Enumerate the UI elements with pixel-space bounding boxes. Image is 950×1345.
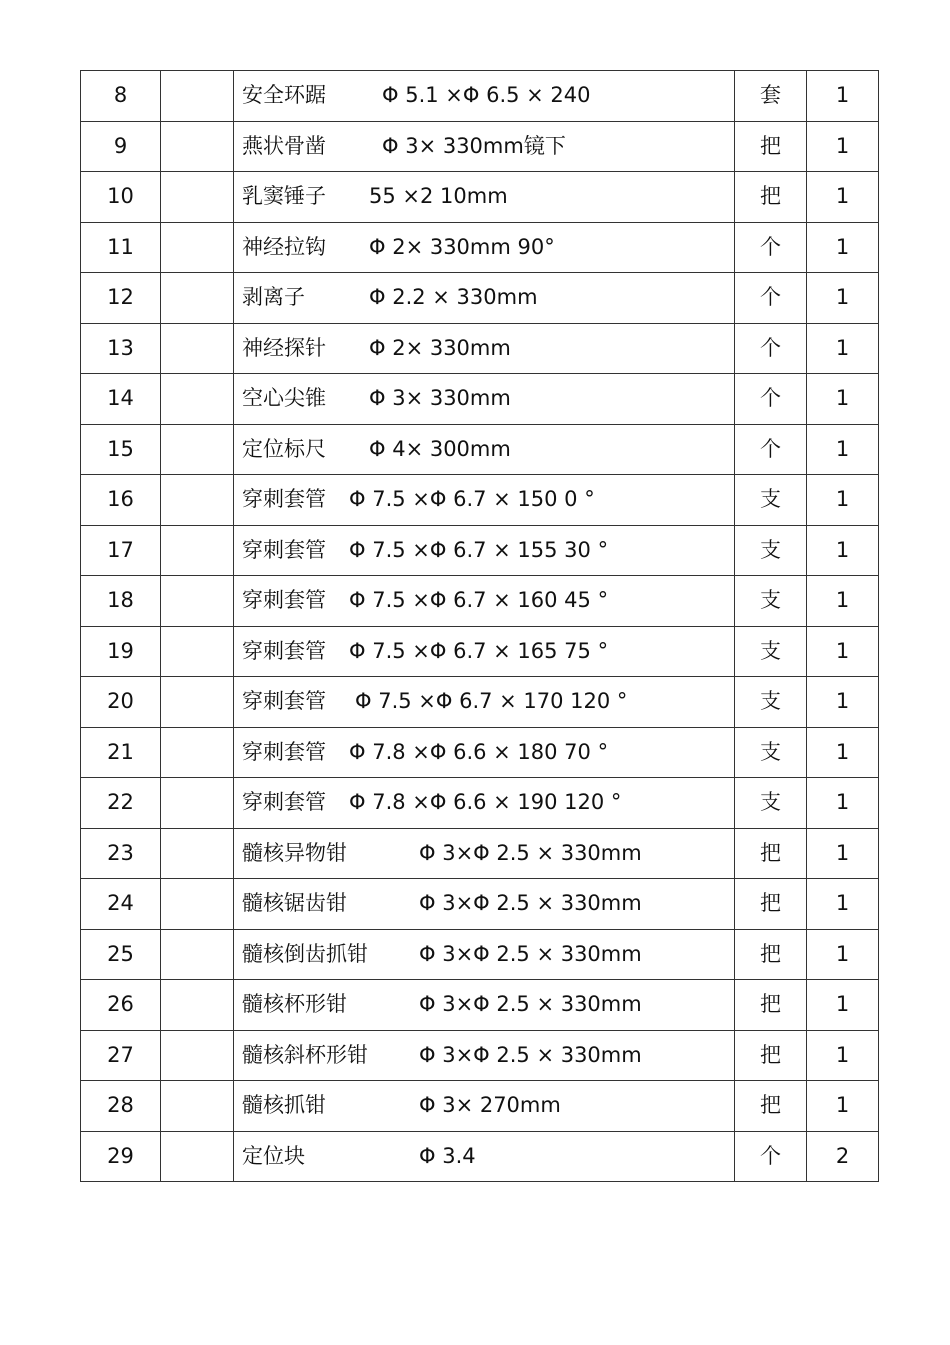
row-number: 17	[81, 525, 161, 576]
quantity-cell: 1	[807, 525, 879, 576]
unit-cell: 个	[735, 374, 807, 425]
row-number: 14	[81, 374, 161, 425]
row-number: 22	[81, 778, 161, 829]
description-cell	[234, 475, 735, 526]
item-name: 空心尖锥	[242, 386, 326, 411]
item-name: 穿刺套管	[242, 537, 326, 562]
blank-cell	[161, 727, 234, 778]
quantity-cell: 1	[807, 71, 879, 122]
item-spec: Φ 2.2 × 330mm	[369, 285, 538, 310]
row-number: 25	[81, 929, 161, 980]
row-number: 21	[81, 727, 161, 778]
instrument-table	[80, 70, 879, 1182]
row-number: 12	[81, 273, 161, 324]
item-name: 燕状骨凿	[242, 133, 326, 158]
item-spec: Φ 3×Φ 2.5 × 330mm	[419, 891, 642, 916]
row-number: 18	[81, 576, 161, 627]
item-spec: Φ 3×Φ 2.5 × 330mm	[419, 840, 642, 865]
quantity-cell: 1	[807, 273, 879, 324]
blank-cell	[161, 677, 234, 728]
description-cell	[234, 778, 735, 829]
item-spec: Φ 7.5 ×Φ 6.7 × 150 0 °	[349, 487, 595, 512]
item-name: 穿刺套管	[242, 487, 326, 512]
item-spec: Φ 7.5 ×Φ 6.7 × 155 30 °	[349, 537, 609, 562]
item-spec: Φ 3×Φ 2.5 × 330mm	[419, 941, 642, 966]
table-row	[81, 576, 879, 627]
blank-cell	[161, 778, 234, 829]
unit-cell: 把	[735, 879, 807, 930]
table-row	[81, 475, 879, 526]
quantity-cell: 1	[807, 626, 879, 677]
blank-cell	[161, 172, 234, 223]
item-name: 安全环踞	[242, 83, 326, 108]
description-cell	[234, 1030, 735, 1081]
item-name: 穿刺套管	[242, 638, 326, 663]
row-number: 13	[81, 323, 161, 374]
item-name: 定位标尺	[242, 436, 326, 461]
item-spec: Φ 3× 330mm镜下	[382, 133, 566, 158]
blank-cell	[161, 71, 234, 122]
row-number: 26	[81, 980, 161, 1031]
quantity-cell: 2	[807, 1131, 879, 1182]
quantity-cell: 1	[807, 121, 879, 172]
quantity-cell: 1	[807, 677, 879, 728]
row-number: 27	[81, 1030, 161, 1081]
quantity-cell: 1	[807, 828, 879, 879]
item-name: 穿刺套管	[242, 739, 326, 764]
item-spec: Φ 7.5 ×Φ 6.7 × 170 120 °	[355, 689, 628, 714]
description-cell	[234, 424, 735, 475]
item-spec: Φ 2× 330mm	[369, 335, 511, 360]
table-row	[81, 222, 879, 273]
unit-cell: 支	[735, 727, 807, 778]
row-number: 24	[81, 879, 161, 930]
quantity-cell: 1	[807, 424, 879, 475]
unit-cell: 把	[735, 980, 807, 1031]
description-cell	[234, 828, 735, 879]
blank-cell	[161, 1081, 234, 1132]
item-spec: 55 ×2 10mm	[369, 184, 508, 209]
blank-cell	[161, 475, 234, 526]
blank-cell	[161, 121, 234, 172]
blank-cell	[161, 980, 234, 1031]
table-row	[81, 374, 879, 425]
row-number: 23	[81, 828, 161, 879]
table-row	[81, 727, 879, 778]
table-row	[81, 677, 879, 728]
description-cell	[234, 222, 735, 273]
table-row	[81, 980, 879, 1031]
blank-cell	[161, 1030, 234, 1081]
description-cell	[234, 1131, 735, 1182]
description-cell	[234, 121, 735, 172]
table-row	[81, 1131, 879, 1182]
item-spec: Φ 3.4	[419, 1143, 476, 1168]
row-number: 20	[81, 677, 161, 728]
table-row	[81, 323, 879, 374]
description-cell	[234, 879, 735, 930]
table-row	[81, 1081, 879, 1132]
description-cell	[234, 374, 735, 425]
table-row	[81, 172, 879, 223]
description-cell	[234, 71, 735, 122]
table-row	[81, 525, 879, 576]
table-row	[81, 879, 879, 930]
row-number: 19	[81, 626, 161, 677]
unit-cell: 把	[735, 1030, 807, 1081]
description-cell	[234, 323, 735, 374]
table-row	[81, 929, 879, 980]
blank-cell	[161, 1131, 234, 1182]
description-cell	[234, 929, 735, 980]
blank-cell	[161, 273, 234, 324]
quantity-cell: 1	[807, 778, 879, 829]
table-row	[81, 273, 879, 324]
item-name: 髓核倒齿抓钳	[242, 941, 368, 966]
blank-cell	[161, 525, 234, 576]
quantity-cell: 1	[807, 727, 879, 778]
table-row	[81, 828, 879, 879]
item-name: 髓核杯形钳	[242, 992, 347, 1017]
table-row	[81, 424, 879, 475]
item-spec: Φ 7.5 ×Φ 6.7 × 160 45 °	[349, 588, 609, 613]
item-spec: Φ 4× 300mm	[369, 436, 511, 461]
item-name: 穿刺套管	[242, 689, 326, 714]
blank-cell	[161, 626, 234, 677]
item-spec: Φ 3× 270mm	[419, 1093, 561, 1118]
blank-cell	[161, 374, 234, 425]
description-cell	[234, 677, 735, 728]
description-cell	[234, 1081, 735, 1132]
row-number: 28	[81, 1081, 161, 1132]
row-number: 11	[81, 222, 161, 273]
item-spec: Φ 7.5 ×Φ 6.7 × 165 75 °	[349, 638, 609, 663]
quantity-cell: 1	[807, 929, 879, 980]
table-row	[81, 1030, 879, 1081]
unit-cell: 支	[735, 475, 807, 526]
blank-cell	[161, 576, 234, 627]
description-cell	[234, 172, 735, 223]
instrument-table-body	[81, 71, 879, 1182]
item-name: 穿刺套管	[242, 790, 326, 815]
table-row	[81, 778, 879, 829]
unit-cell: 支	[735, 677, 807, 728]
item-name: 神经拉钩	[242, 234, 326, 259]
table-row	[81, 121, 879, 172]
unit-cell: 把	[735, 172, 807, 223]
quantity-cell: 1	[807, 879, 879, 930]
item-spec: Φ 3×Φ 2.5 × 330mm	[419, 992, 642, 1017]
item-spec: Φ 3× 330mm	[369, 386, 511, 411]
quantity-cell: 1	[807, 222, 879, 273]
unit-cell: 支	[735, 576, 807, 627]
row-number: 15	[81, 424, 161, 475]
description-cell	[234, 576, 735, 627]
item-name: 乳窦锤子	[242, 184, 326, 209]
blank-cell	[161, 323, 234, 374]
item-spec: Φ 2× 330mm 90°	[369, 234, 555, 259]
blank-cell	[161, 424, 234, 475]
row-number: 8	[81, 71, 161, 122]
unit-cell: 把	[735, 1081, 807, 1132]
item-name: 髓核斜杯形钳	[242, 1042, 368, 1067]
item-name: 剥离子	[242, 285, 305, 310]
description-cell	[234, 273, 735, 324]
quantity-cell: 1	[807, 475, 879, 526]
item-spec: Φ 7.8 ×Φ 6.6 × 190 120 °	[349, 790, 622, 815]
unit-cell: 支	[735, 525, 807, 576]
table-row	[81, 626, 879, 677]
row-number: 9	[81, 121, 161, 172]
quantity-cell: 1	[807, 1081, 879, 1132]
blank-cell	[161, 879, 234, 930]
unit-cell: 支	[735, 626, 807, 677]
item-spec: Φ 3×Φ 2.5 × 330mm	[419, 1042, 642, 1067]
unit-cell: 个	[735, 323, 807, 374]
table-row	[81, 71, 879, 122]
quantity-cell: 1	[807, 576, 879, 627]
description-cell	[234, 626, 735, 677]
blank-cell	[161, 828, 234, 879]
description-cell	[234, 980, 735, 1031]
item-name: 髓核抓钳	[242, 1093, 326, 1118]
item-name: 穿刺套管	[242, 588, 326, 613]
item-name: 髓核异物钳	[242, 840, 347, 865]
unit-cell: 把	[735, 929, 807, 980]
row-number: 16	[81, 475, 161, 526]
item-spec: Φ 5.1 ×Φ 6.5 × 240	[382, 83, 591, 108]
row-number: 29	[81, 1131, 161, 1182]
item-spec: Φ 7.8 ×Φ 6.6 × 180 70 °	[349, 739, 609, 764]
quantity-cell: 1	[807, 323, 879, 374]
unit-cell: 把	[735, 828, 807, 879]
unit-cell: 个	[735, 424, 807, 475]
unit-cell: 个	[735, 273, 807, 324]
quantity-cell: 1	[807, 374, 879, 425]
row-number: 10	[81, 172, 161, 223]
blank-cell	[161, 929, 234, 980]
blank-cell	[161, 222, 234, 273]
item-name: 髓核锯齿钳	[242, 891, 347, 916]
quantity-cell: 1	[807, 1030, 879, 1081]
unit-cell: 套	[735, 71, 807, 122]
item-name: 神经探针	[242, 335, 326, 360]
unit-cell: 把	[735, 121, 807, 172]
quantity-cell: 1	[807, 980, 879, 1031]
unit-cell: 支	[735, 778, 807, 829]
unit-cell: 个	[735, 1131, 807, 1182]
unit-cell: 个	[735, 222, 807, 273]
item-name: 定位块	[242, 1143, 305, 1168]
description-cell	[234, 727, 735, 778]
quantity-cell: 1	[807, 172, 879, 223]
description-cell	[234, 525, 735, 576]
